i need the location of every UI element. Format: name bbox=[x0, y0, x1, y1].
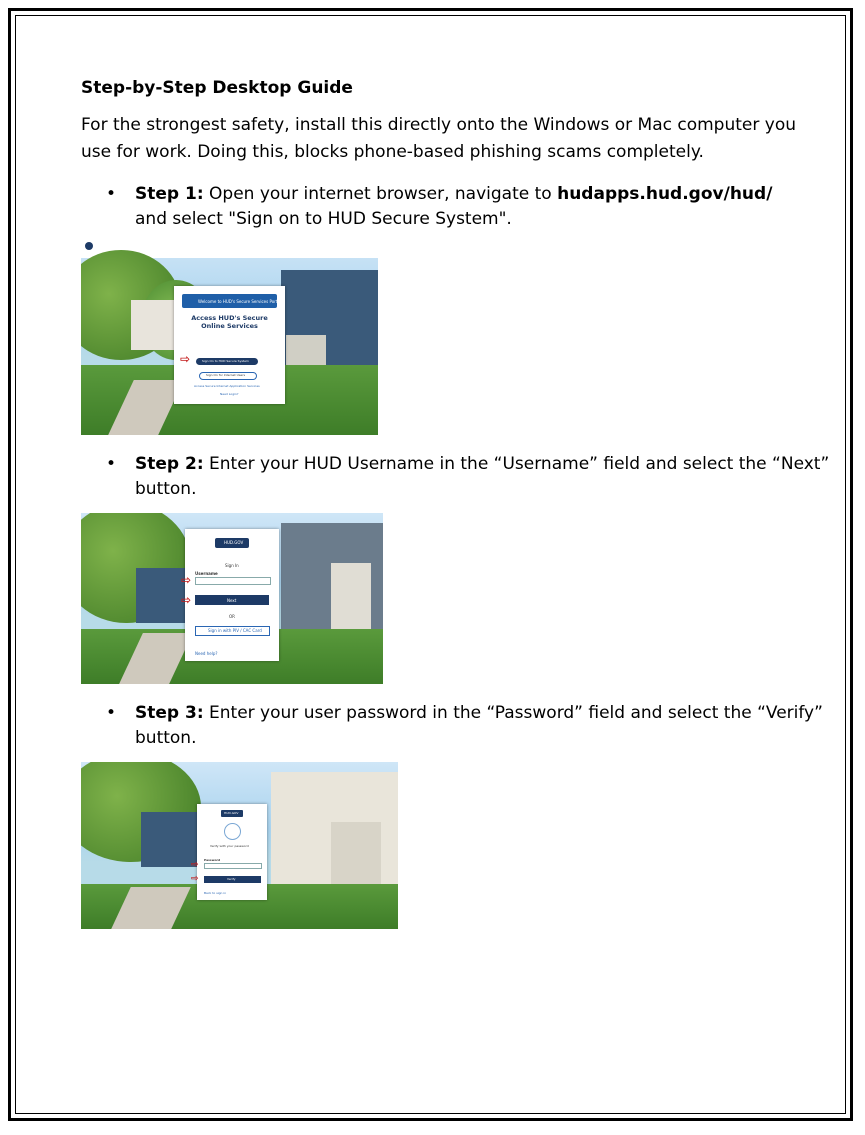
guide-heading: Step-by-Step Desktop Guide bbox=[81, 78, 353, 98]
welcome-banner-text: Welcome to HUD's Secure Services Portal bbox=[198, 299, 281, 304]
screenshot-step-1 bbox=[81, 240, 378, 435]
step-1-label: Step 1: bbox=[135, 184, 204, 204]
screenshot-step-3 bbox=[81, 762, 398, 929]
bullet: • bbox=[106, 703, 117, 723]
need-help-link[interactable]: Need help? bbox=[195, 651, 218, 656]
piv-cac-label: Sign in with PIV / CAC Card bbox=[208, 628, 262, 633]
red-arrow-icon: ⇨ bbox=[191, 860, 199, 870]
step-2 bbox=[81, 452, 855, 502]
document-body bbox=[81, 78, 801, 232]
step-2-text: Enter your HUD Username in the “Username” field and select the “Next” button. bbox=[135, 454, 830, 499]
verify-title: Verify with your password bbox=[210, 844, 249, 848]
step-3-text: Enter your user password in the “Password” field and select the “Verify” button. bbox=[135, 703, 823, 748]
need-login-link[interactable]: Need Login? bbox=[220, 392, 239, 396]
hud-gov-logo bbox=[215, 538, 249, 548]
bullet: • bbox=[106, 454, 117, 474]
verify-label: Verify bbox=[227, 877, 236, 881]
step-2-label: Step 2: bbox=[135, 454, 204, 474]
verify-button[interactable] bbox=[204, 876, 261, 883]
username-label: Username bbox=[195, 571, 218, 576]
username-input[interactable] bbox=[195, 577, 271, 585]
portal-title: Access HUD's Secure Online Services bbox=[191, 314, 268, 330]
step-1-text-end: and select "Sign on to HUD Secure System". bbox=[135, 209, 512, 229]
step-3 bbox=[81, 701, 855, 751]
bullet: • bbox=[106, 184, 117, 204]
red-arrow-icon: ⇨ bbox=[180, 352, 191, 366]
screenshot-step-2 bbox=[81, 513, 383, 684]
red-arrow-icon: ⇨ bbox=[181, 573, 192, 587]
verify-card bbox=[191, 804, 267, 900]
back-to-sign-in-link[interactable]: Back to sign in bbox=[204, 891, 227, 895]
hud-gov-logo bbox=[221, 810, 243, 817]
red-arrow-icon: ⇨ bbox=[181, 593, 192, 607]
next-label: Next bbox=[227, 598, 237, 603]
step-3-label: Step 3: bbox=[135, 703, 204, 723]
hud-seal-icon bbox=[85, 242, 93, 250]
sign-on-hud-secure-label: Sign On to HUD Secure System bbox=[202, 359, 249, 363]
step-1-text: Open your internet browser, navigate to bbox=[203, 184, 558, 204]
sign-on-internet-label: Sign On for Internet Users bbox=[206, 373, 246, 377]
sign-on-internet-button[interactable] bbox=[199, 372, 257, 380]
or-divider: OR bbox=[229, 614, 235, 619]
secure-services-link[interactable]: Access Secure Internet Application Services bbox=[194, 384, 260, 388]
hud-gov-logo-text: HUD.GOV bbox=[224, 811, 239, 815]
welcome-banner bbox=[182, 294, 281, 308]
sign-in-card bbox=[181, 529, 279, 661]
step-1 bbox=[81, 182, 801, 232]
step-1-url: hudapps.hud.gov/hud/ bbox=[557, 184, 773, 204]
portal-card bbox=[174, 286, 285, 404]
sign-in-title: Sign In bbox=[225, 563, 239, 568]
password-lock-icon bbox=[224, 823, 241, 840]
red-arrow-icon: ⇨ bbox=[191, 874, 199, 884]
intro-paragraph: For the strongest safety, install this directly onto the Windows or Mac computer you use for work. Doing this, blocks phone-based phishing scams completely. bbox=[81, 115, 797, 162]
hud-gov-logo-text: HUD.GOV bbox=[224, 540, 244, 545]
piv-cac-button[interactable] bbox=[195, 626, 270, 636]
password-label: Password bbox=[204, 858, 221, 862]
sign-on-hud-secure-button[interactable] bbox=[196, 358, 258, 365]
password-input[interactable] bbox=[204, 863, 262, 869]
next-button[interactable] bbox=[195, 595, 269, 605]
